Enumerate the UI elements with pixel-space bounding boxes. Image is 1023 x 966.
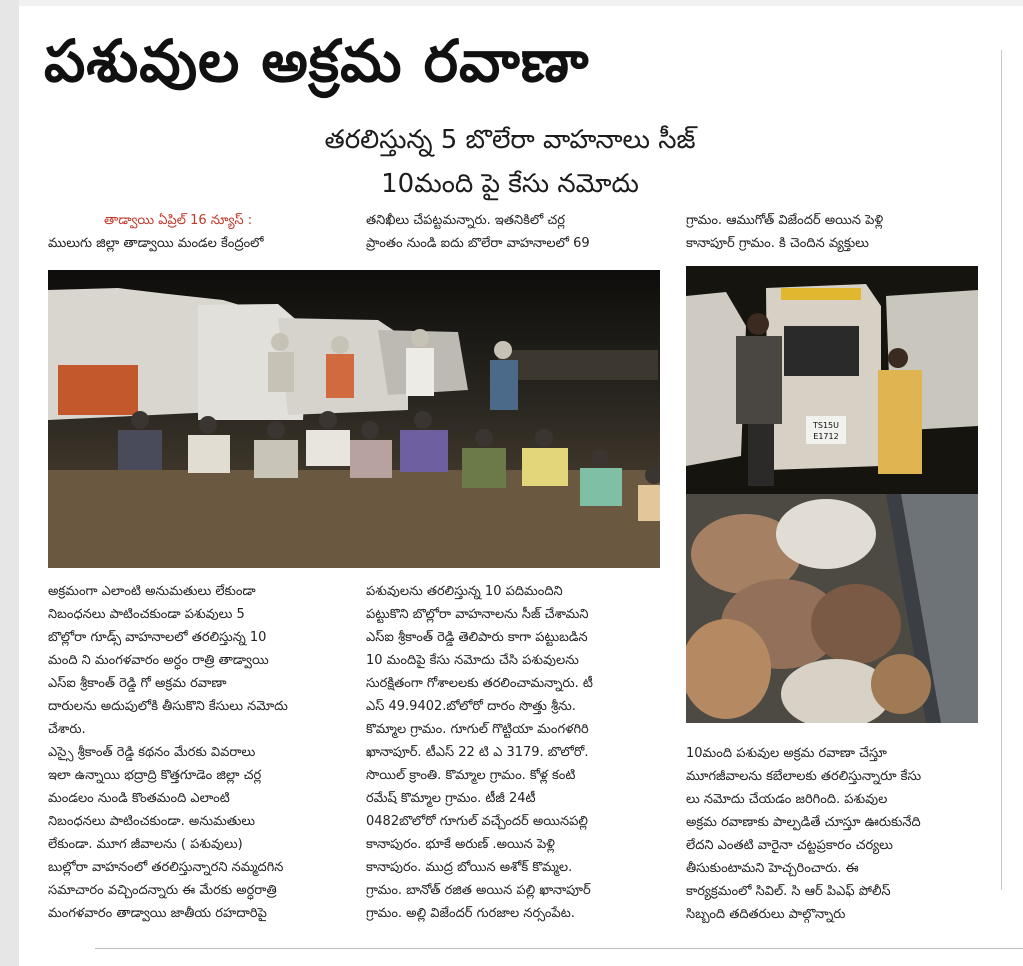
text-line: గ్రామం. బానోత్ రజిత అయిన పల్లి ఖానాపూర్ [366,883,591,898]
top-rule [19,0,1023,6]
subheadline-line-1: తరలిస్తున్న 5 బొలేరా వాహనాలు సీజ్ [324,125,696,155]
text-line: మంది ని మంగళవారం అర్ధం రాత్రి తాడ్వాయి [48,653,269,668]
text-line: ఇలా ఉన్నాయి భద్రాద్రి కొత్తగూడెం జిల్లా చర్ల [48,768,262,783]
text-line: అక్రమ రవాణాకు పాల్పడితే చూస్తూ ఊరుకునేది [686,815,921,830]
text-line: నిబంధనలు పాటించకుండా. అనుమతులు [48,814,256,829]
text-line: అక్రమంగా ఎలాంటి అనుమతులు లేకుండా [48,584,256,599]
text-line: సొయిల్ క్రాంతి. కొమ్మాల గ్రామం. కోళ్ల కంటి [366,768,576,783]
text-line: సురక్షితంగా గోశాలలకు తరలించామన్నారు. టీ [366,676,593,691]
headline: పశువుల అక్రమ రవాణా [44,27,590,95]
text-line: ఎస్ఐ శ్రీకాంత్ రెడ్డి గో అక్రమ రవాణా [48,676,227,691]
text-line: తనిఖీలు చేపట్టమన్నారు. ఇతనికిలో చర్ల [366,213,566,228]
text-line: కానాపూర్ గ్రామం. కి చెందిన వ్యక్తులు [686,236,869,251]
text-line: 10మంది పశువుల అక్రమ రవాణా చేస్తూ [686,746,887,761]
text-line: ఎస్ఐ శ్రీకాంత్ రెడ్డి తెలిపారు కాగా పట్టుబడిన [366,630,588,645]
article-column-2-body [366,580,676,925]
text-line: సిబ్బంది తదితరులు పాల్గొన్నారు [686,907,846,922]
text-line: తీసుకుంటామని హెచ్చరించారు. ఈ [686,861,859,876]
text-line: కానాపురం. భూకే అరుణ్ .అయిన పెళ్లి [366,837,555,852]
text-line: లు నమోదు చేయడం జరిగింది. పశువుల [686,792,888,807]
text-line: ఖానాపూర్. టీఎస్ 22 టి ఎ 3179. బొలోరో. [366,745,589,760]
vehicle-photo [686,266,978,494]
text-line: గ్రామం. ఆముగోత్ విజేందర్ అయిన పెళ్లి [686,213,884,228]
text-line: ఎస్సై శ్రీకాంత్ రెడ్డి కథనం మేరకు వివరాలు [48,745,256,760]
text-line: పశువులను తరలిస్తున్న 10 పదిమందిని [366,584,563,599]
article-column-3-top [686,209,986,255]
article-column-3-body [686,742,986,926]
group-photo-arrested-men [48,270,660,568]
plate-line-1: TS15U [813,421,839,430]
article-column-2-top [366,209,666,255]
text-line: కానాపురం. ముద్ర బోయిన అశోక్ కొమ్మల. [366,860,573,875]
text-line: 10 మందిపై కేసు నమోదు చేసి పశువులను [366,653,579,668]
text-line: గ్రామం. అల్లి విజేందర్ గురజాల నర్సంపేట. [366,906,575,921]
text-line: ప్రాంతం నుండి ఐదు బొలేరా వాహనాలలో 69 [366,236,590,251]
text-line: కార్యక్రమంలో సివిల్. సి ఆర్ పిఎఫ్ పోలీస్ [686,884,891,899]
text-line: చేశారు. [48,722,86,737]
text-line: మండలం నుండి కొంతమంది ఎలాంటి [48,791,230,806]
text-line: ములుగు జిల్లా తాడ్వాయి మండల కేంద్రంలో [48,236,264,251]
article-column-1-body [48,580,358,925]
text-line: 0482బొలోరో గూగుల్ వచ్చేందర్ అయినపల్లి [366,814,588,829]
text-line: కొమ్మాల గ్రామం. గూగుల్ గొట్టియా మంగళగిరి [366,722,589,737]
text-line: దారులను అదుపులోకి తీసుకొని కేసులు నమోదు [48,699,288,714]
page-margin [0,0,19,966]
dateline: తాడ్వాయి ఏప్రిల్ 16 న్యూస్ : [104,213,253,228]
cattle-photo [686,494,978,723]
text-line: ఎస్ 49.9402.బోలోరో దారం సొత్తు శ్రీను. [366,699,576,714]
text-line: మంగళవారం తాడ్వాయి జాతీయ రహదారిపై [48,906,267,921]
text-line: బుల్లోరా వాహనంలో తరలిస్తున్నారని నమ్మదగిన [48,860,284,875]
text-line: మూగజీవాలను కబేలాలకు తరలిస్తున్నారూ కేసు [686,769,922,784]
text-line: నిబంధనలు పాటించకుండా పశువులు 5 [48,607,245,622]
subheadline-line-2: 10మంది పై కేసు నమోదు [381,169,639,199]
text-line: పట్టుకొని బొల్లోరా వాహనాలను సీజ్ చేశామని [366,607,589,622]
plate-line-2: E1712 [813,432,839,441]
text-line: రమేష్ కొమ్మాల గ్రామం. టీజీ 24టీ [366,791,536,806]
column-divider [1001,50,1002,890]
article-column-1-top [48,209,348,255]
text-line: లేదని ఎంతటి వారైనా చట్టప్రకారం చర్యలు [686,838,893,853]
text-line: లేకుండా. మూగ జీవాలను ( పశువులు) [48,837,243,852]
text-line: బొల్లోరా గూడ్స్ వాహనాలలో తరలిస్తున్న 10 [48,630,267,645]
bottom-rule [95,948,1023,949]
text-line: సమాచారం వచ్చిందన్నారు ఈ మేరకు అర్ధరాత్రి [48,883,277,898]
